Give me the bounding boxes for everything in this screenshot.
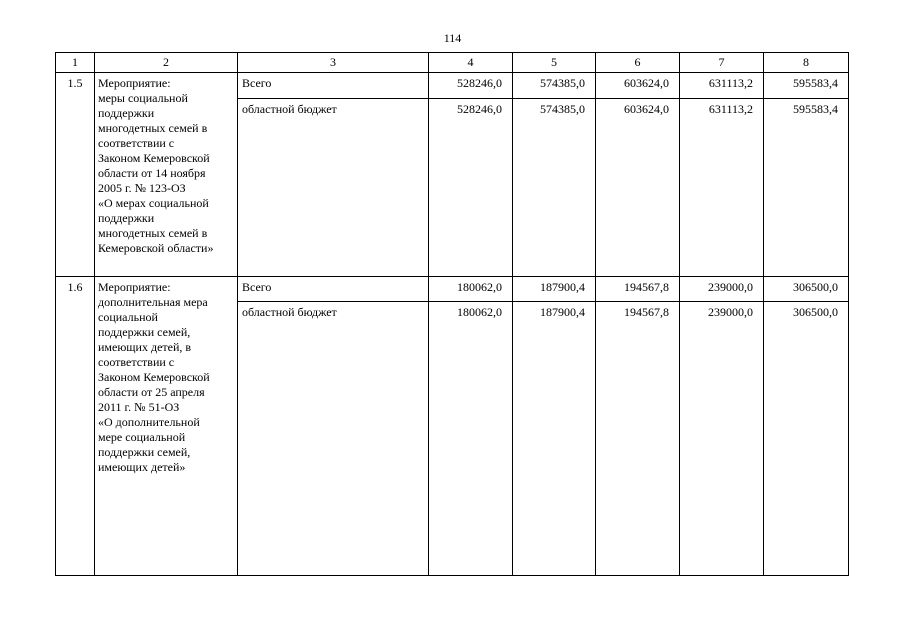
budget-table	[55, 52, 849, 576]
description-line: меры социальной	[98, 91, 188, 105]
description-line: дополнительная мера	[98, 295, 208, 309]
column-header: 1	[56, 53, 95, 73]
description-line: поддержки семей,	[98, 325, 191, 339]
table-row	[56, 277, 849, 302]
table-row	[56, 73, 849, 99]
value-cell: 595583,4	[764, 73, 849, 99]
funding-source: областной бюджет	[238, 302, 429, 576]
description-line: Законом Кемеровской	[98, 370, 210, 384]
value-cell: 603624,0	[596, 99, 680, 277]
column-header: 2	[95, 53, 238, 73]
description-line: имеющих детей»	[98, 460, 186, 474]
value-cell: 603624,0	[596, 73, 680, 99]
value-cell: 528246,0	[429, 73, 513, 99]
value-cell: 306500,0	[764, 302, 849, 576]
description-line: многодетных семей в	[98, 226, 208, 240]
description-line: «О дополнительной	[98, 415, 200, 429]
value-cell: 595583,4	[764, 99, 849, 277]
description-line: мере социальной	[98, 430, 186, 444]
value-cell: 574385,0	[513, 99, 596, 277]
description-line: поддержки семей,	[98, 445, 191, 459]
description-line: поддержки	[98, 106, 155, 120]
description-line: соответствии с	[98, 355, 175, 369]
description-line: поддержки	[98, 211, 155, 225]
description-line: Мероприятие:	[98, 280, 171, 294]
value-cell: 574385,0	[513, 73, 596, 99]
value-cell: 194567,8	[596, 302, 680, 576]
column-header: 3	[238, 53, 429, 73]
description-line: Законом Кемеровской	[98, 151, 210, 165]
description-line: Кемеровской области»	[98, 241, 214, 255]
column-header: 7	[680, 53, 764, 73]
column-header: 8	[764, 53, 849, 73]
description-line: «О мерах социальной	[98, 196, 209, 210]
row-description	[95, 277, 238, 576]
funding-source: Всего	[238, 277, 429, 302]
value-cell: 180062,0	[429, 277, 513, 302]
page-number: 114	[443, 31, 462, 45]
description-line: области от 14 ноября	[98, 166, 206, 180]
value-cell: 631113,2	[680, 99, 764, 277]
column-header: 5	[513, 53, 596, 73]
value-cell: 187900,4	[513, 302, 596, 576]
column-header: 6	[596, 53, 680, 73]
row-index: 1.5	[56, 73, 95, 277]
description-line: Мероприятие:	[98, 76, 171, 90]
funding-source: Всего	[238, 73, 429, 99]
value-cell: 239000,0	[680, 277, 764, 302]
row-description	[95, 73, 238, 277]
table-header-row	[56, 53, 849, 73]
column-header: 4	[429, 53, 513, 73]
description-line: имеющих детей, в	[98, 340, 192, 354]
value-cell: 194567,8	[596, 277, 680, 302]
description-line: 2011 г. № 51-ОЗ	[98, 400, 180, 414]
description-line: области от 25 апреля	[98, 385, 205, 399]
description-line: 2005 г. № 123-ОЗ	[98, 181, 186, 195]
value-cell: 180062,0	[429, 302, 513, 576]
value-cell: 306500,0	[764, 277, 849, 302]
description-line: соответствии с	[98, 136, 175, 150]
description-line: социальной	[98, 310, 158, 324]
value-cell: 631113,2	[680, 73, 764, 99]
value-cell: 528246,0	[429, 99, 513, 277]
value-cell: 187900,4	[513, 277, 596, 302]
value-cell: 239000,0	[680, 302, 764, 576]
funding-source: областной бюджет	[238, 99, 429, 277]
row-index: 1.6	[56, 277, 95, 576]
description-line: многодетных семей в	[98, 121, 208, 135]
